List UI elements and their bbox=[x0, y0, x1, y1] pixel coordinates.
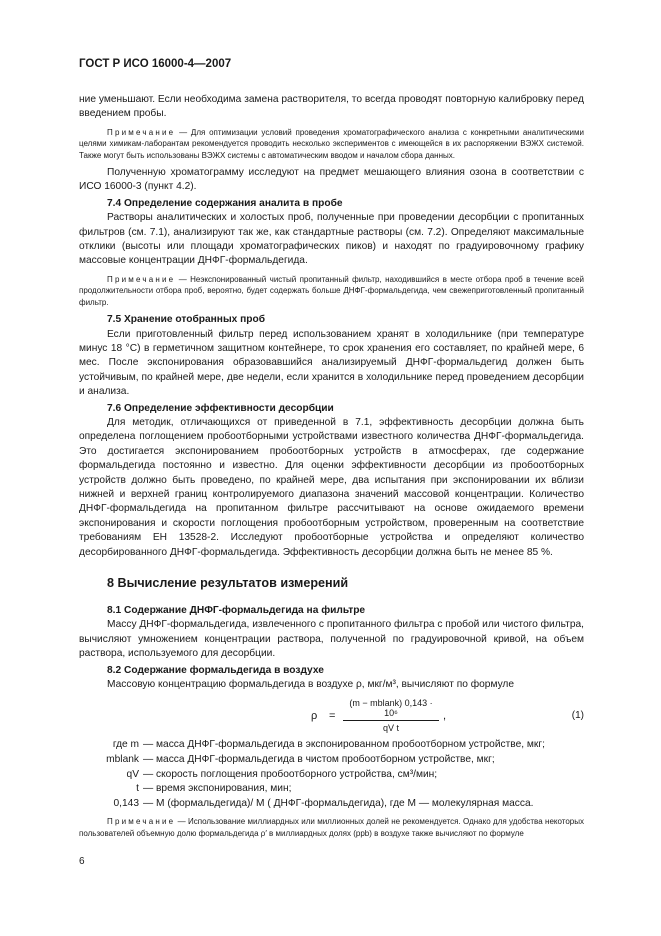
definition-desc: — масса ДНФГ-формальдегида в чистом пробоотборном устройстве, мкг; bbox=[143, 754, 495, 766]
definition-term: t bbox=[136, 783, 139, 795]
formula-1 bbox=[79, 698, 584, 734]
variable-definitions bbox=[79, 738, 584, 811]
formula-numerator: (m − mblank) 0,143 · 10⁶ bbox=[343, 698, 439, 721]
note-text: — Использование миллиардных или миллионных долей не рекомендуется. Однако для удобства некоторых пользователей объемную долю формальдегида ρ′ в миллиардных долях (ppb) в воздухе также вычисляют по формуле bbox=[79, 817, 584, 838]
definition-term: где m bbox=[112, 739, 139, 751]
definition-row bbox=[79, 797, 584, 812]
section-8-2-text: Массовую концентрацию формальдегида в воздухе ρ, мкг/м³, вычисляют по формуле bbox=[107, 679, 515, 691]
section-8-1-text: Массу ДНФГ-формальдегида, извлеченного с пропитанного фильтра с пробой или чистого фильтра, вычисляют умножением концентрации раствора, полученной по градуировочной кривой, на объем раствора, используемого для десорбции. bbox=[79, 619, 584, 660]
section-8-title: 8 Вычисление результатов измерений bbox=[107, 576, 349, 590]
definition-row bbox=[79, 768, 584, 783]
paragraph-ozone: Полученную хроматограмму исследуют на предмет мешающего влияния озона в соответствии с ИСО 16000-3 (пункт 4.2). bbox=[79, 167, 584, 193]
definition-desc: — время экспонирования, мин; bbox=[143, 783, 292, 795]
note-hplc bbox=[79, 127, 584, 161]
document-header: ГОСТ Р ИСО 16000-4—2007 bbox=[79, 58, 232, 70]
note-label: Примечание bbox=[107, 127, 176, 137]
section-7-6-text: Для методик, отличающихся от приведенной в 7.1, эффективность десорбции должна быть определена поглощением пробоотборными устройствами известного количества ДНФГ-формальдегида. Это достигается экспонированием пробоотборных устройств в атмосферах, где содержание формальдегида постоянно и известно. Для оценки эффективности десорбции из пробоотборных устройств должно быть проведено, по крайней мере, два испытания при экспонировании их вблизи нижней и верхней границ контролируемого диапазона значений массовой концентрации. Количество ДНФГ-формальдегида на пропитанном фильтре рассчитывают на основе ожидаемого времени экспонирования и скорости поглощения пробоотборным устройством, проверенным на соответствие требованиям ЕН 13528-2. Исследуют пробоотборные устройства и определяют количество десорбированного ДНФГ-формальдегида. Эффективность десорбции должна быть не менее 85 %. bbox=[79, 416, 584, 558]
note-ppb bbox=[79, 816, 584, 839]
note-text: — Неэкспонированный чистый пропитанный фильтр, находившийся в месте отбора проб в течение всей продолжительности отбора проб, вероятно, будет содержать больше ДНФГ-формальдегида, чем свежеприготовленный пропитанный фильтр. bbox=[79, 274, 584, 307]
definition-term: qV bbox=[126, 768, 139, 780]
paragraph-continuation: ние уменьшают. Если необходима замена растворителя, то всегда проводят повторную калибровку перед введением пробы. bbox=[79, 94, 584, 120]
page-number: 6 bbox=[79, 856, 85, 867]
formula-equals: = bbox=[329, 710, 336, 723]
note-label: Примечание bbox=[107, 274, 176, 284]
definition-desc: — M (формальдегида)/ M ( ДНФГ-формальдегида), где M — молекулярная масса. bbox=[143, 797, 534, 809]
definition-row bbox=[79, 782, 584, 797]
section-7-4-text: Растворы аналитических и холостых проб, полученные при проведении десорбции с пропитанных фильтров (см. 7.1), анализируют так же, как стандартные растворы (см. 7.2). Определяют максимальные отклики (высоты или площади хроматографических пиков) и находят по градуировочному графику массовые концентрации ДНФГ-формальдегида. bbox=[79, 212, 584, 267]
definition-desc: — масса ДНФГ-формальдегида в экспонированном пробоотборном устройстве, мкг; bbox=[143, 739, 545, 751]
section-8-2-title: 8.2 Содержание формальдегида в воздухе bbox=[107, 664, 324, 676]
section-7-6-title: 7.6 Определение эффективности десорбции bbox=[107, 402, 334, 414]
section-7-4-title: 7.4 Определение содержания аналита в пробе bbox=[107, 197, 343, 209]
note-blank-filter bbox=[79, 274, 584, 308]
section-8-1-title: 8.1 Содержание ДНФГ-формальдегида на фильтре bbox=[107, 605, 366, 616]
formula-fraction bbox=[343, 698, 439, 733]
formula-lhs: ρ bbox=[311, 710, 318, 723]
definition-term: mblank bbox=[106, 754, 139, 766]
formula-number: (1) bbox=[571, 710, 584, 722]
section-7-5-title: 7.5 Хранение отобранных проб bbox=[107, 314, 266, 326]
definition-row bbox=[79, 738, 584, 753]
formula-denominator: qV t bbox=[382, 723, 399, 734]
formula-comma: , bbox=[443, 710, 447, 723]
definition-term: 0,143 bbox=[113, 797, 139, 809]
note-text: — Для оптимизации условий проведения хроматографического анализа с конкретными аналитическими целями химикам-лаборантам рекомендуется проводить несколько экспериментов с имеющейся в их распоряжении ВЭЖХ системой. Также могут быть использованы ВЭЖХ системы с автоматическим вводом и началом сбора данных. bbox=[79, 127, 584, 160]
section-7-5-text: Если приготовленный фильтр перед использованием хранят в холодильнике (при температуре минус 18 °С) в герметичном защитном контейнере, то срок хранения его составляет, по крайней мере, 6 мес. После экспонирования образовавшийся анализируемый ДНФГ-формальдегид должен быть устойчивым, по крайней мере, две недели, если хранится в холодильнике перед проведением десорбции и анализа. bbox=[79, 328, 584, 398]
page-content bbox=[79, 93, 584, 844]
definition-row bbox=[79, 753, 584, 768]
note-label: Примечание bbox=[107, 817, 176, 827]
definition-desc: — скорость поглощения пробоотборного устройства, см³/мин; bbox=[143, 768, 438, 780]
